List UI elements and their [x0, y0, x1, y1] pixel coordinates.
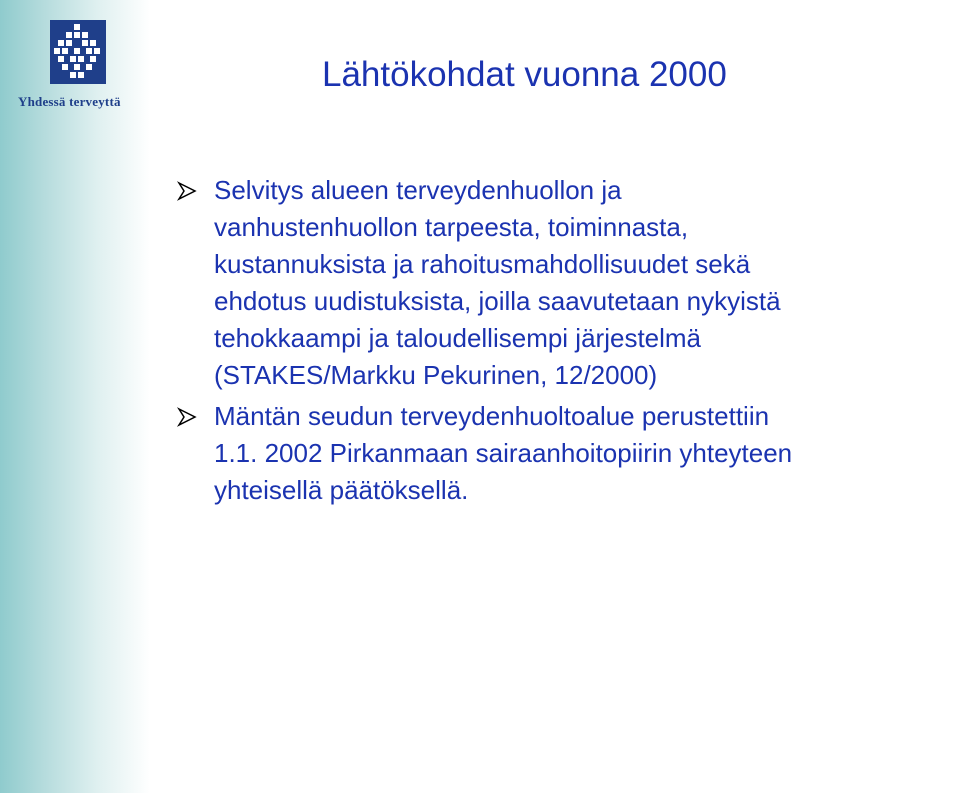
bullet-line: vanhustenhuollon tarpeesta, toiminnasta, — [214, 212, 689, 242]
bullet-line: ehdotus uudistuksista, joilla saavutetaan nykyistä — [214, 286, 781, 316]
bullet-line: kustannuksista ja rahoitusmahdollisuudet sekä — [214, 249, 751, 279]
page-title: Lähtökohdat vuonna 2000 — [322, 55, 727, 94]
arrow-bullet-icon — [176, 406, 198, 428]
bullet-text — [214, 172, 956, 394]
logo-text: Yhdessä terveyttä — [18, 94, 121, 109]
bullet-line: Selvitys alueen terveydenhuollon ja — [214, 175, 622, 205]
list-item — [176, 172, 956, 394]
bullet-line: (STAKES/Markku Pekurinen, 12/2000) — [214, 360, 658, 390]
list-item — [176, 398, 956, 509]
arrow-bullet-icon — [176, 180, 198, 202]
bullet-line: yhteisellä päätöksellä. — [214, 475, 469, 505]
sidebar-gradient — [0, 0, 150, 793]
bullet-line: 1.1. 2002 Pirkanmaan sairaanhoitopiirin yhteyteen — [214, 438, 793, 468]
logo — [12, 12, 142, 112]
bullet-line: Mäntän seudun terveydenhuoltoalue perustettiin — [214, 401, 770, 431]
bullet-list — [176, 172, 956, 513]
bullet-text — [214, 398, 956, 509]
bullet-line: tehokkaampi ja taloudellisempi järjestelmä — [214, 323, 702, 353]
brand-grid-icon — [50, 20, 106, 84]
